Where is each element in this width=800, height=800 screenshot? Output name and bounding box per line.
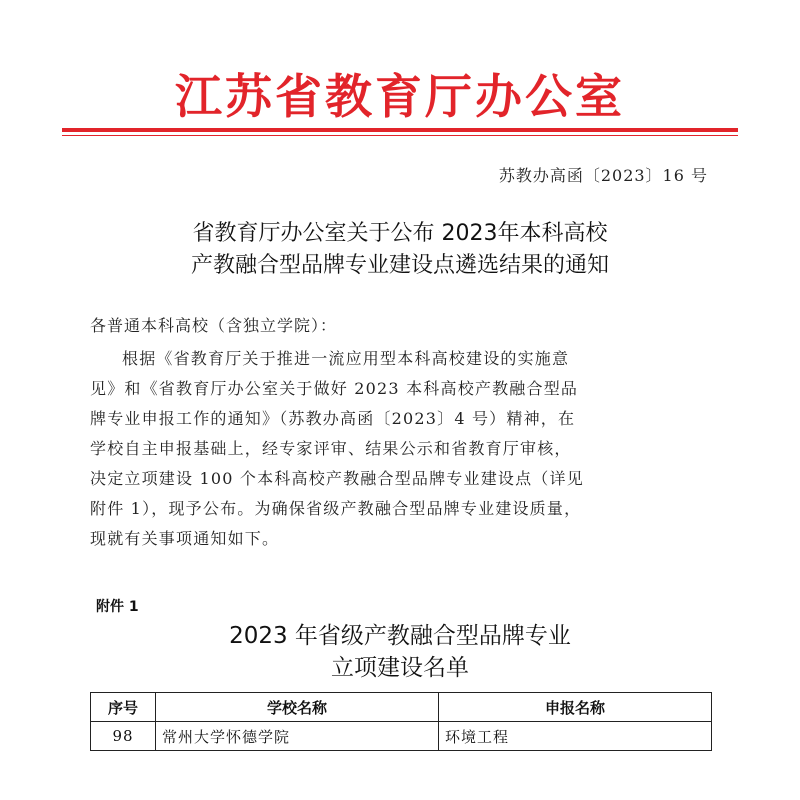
- attachment-label: 附件 1: [96, 599, 139, 615]
- masthead-rule-thin: [62, 135, 738, 136]
- cell-serial-number: 98: [91, 722, 156, 751]
- body-line: 学校自主申报基础上，经专家评审、结果公示和省教育厅审核，: [90, 439, 572, 458]
- table-row: [91, 722, 712, 751]
- attachment-title: [0, 620, 800, 684]
- notice-title: [0, 218, 800, 282]
- body-line: 附件 1），现予公布。为确保省级产教融合型品牌专业建设质量，: [90, 499, 582, 518]
- body-line: 根据《省教育厅关于推进一流应用型本科高校建设的实施意: [122, 349, 570, 368]
- attachment-title-line-2: 立项建设名单: [331, 655, 469, 681]
- notice-title-line-2: 产教融合型品牌专业建设点遴选结果的通知: [190, 253, 609, 278]
- body-line: 决定立项建设 100 个本科高校产教融合型品牌专业建设点（详见: [90, 469, 584, 488]
- body-paragraph: [90, 344, 710, 554]
- notice-title-line-1: 省教育厅办公室关于公布 2023年本科高校: [192, 221, 608, 246]
- document-number: 苏教办高函〔2023〕16 号: [498, 166, 708, 185]
- salutation: 各普通本科高校（含独立学院）：: [90, 316, 338, 335]
- body-line: 牌专业申报工作的通知》（苏教办高函〔2023〕4 号）精神，在: [90, 409, 576, 428]
- cell-application-name: 环境工程: [439, 722, 712, 751]
- header-serial-number: 序号: [91, 693, 156, 722]
- masthead-rule-thick: [62, 128, 738, 132]
- masthead-title: 江苏省教育厅办公室: [175, 70, 625, 125]
- cell-school-name: 常州大学怀德学院: [156, 722, 439, 751]
- body-line: 现就有关事项通知如下。: [90, 529, 280, 548]
- header-application-name: 申报名称: [439, 693, 712, 722]
- header-school-name: 学校名称: [156, 693, 439, 722]
- table-header-row: [91, 693, 712, 722]
- body-line: 见》和《省教育厅办公室关于做好 2023 本科高校产教融合型品: [90, 379, 579, 398]
- attachment-title-line-1: 2023 年省级产教融合型品牌专业: [229, 623, 571, 649]
- project-list-table: [90, 692, 712, 751]
